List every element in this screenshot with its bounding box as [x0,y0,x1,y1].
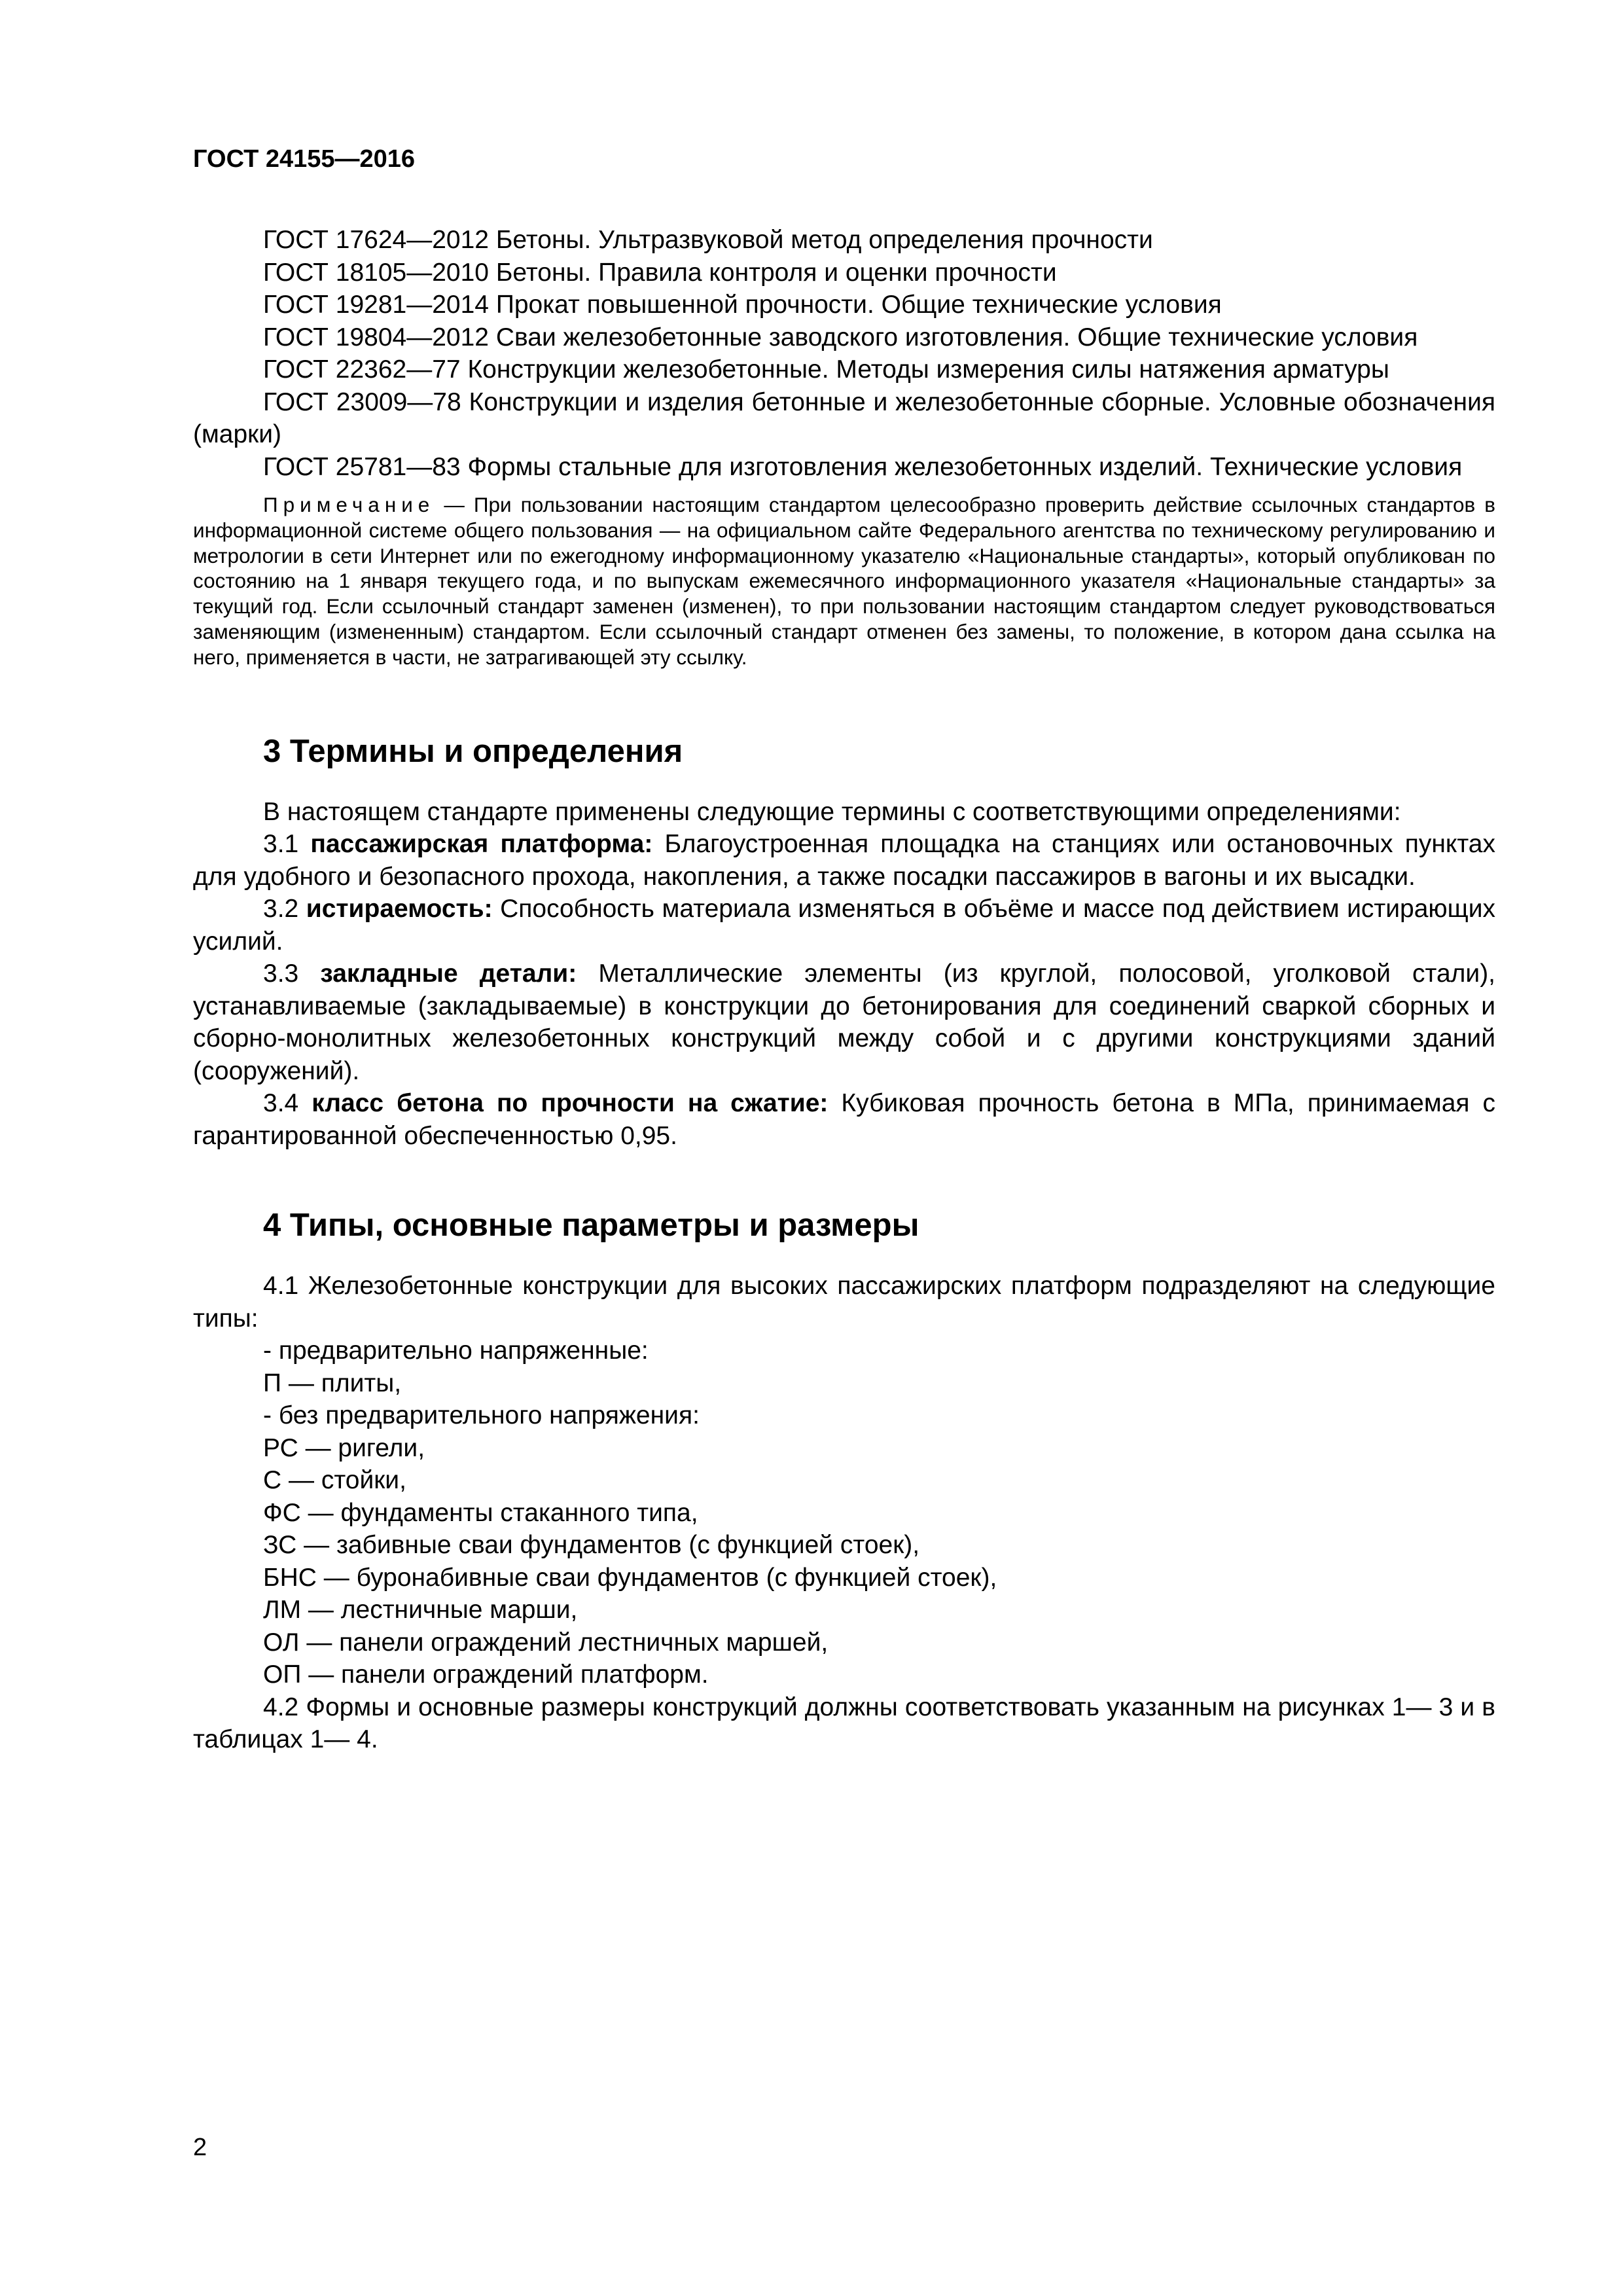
page-content [193,224,1495,1756]
note-label: Примечание [263,493,435,516]
term-name: истираемость: [306,895,493,924]
term-name: класс бетона по прочности на сжатие: [312,1089,829,1118]
type-item: БНС — буронабивные сваи фундаментов (с функцией стоек), [263,1563,997,1592]
term-number: 3.1 [263,830,299,859]
term-number: 3.4 [263,1089,299,1118]
type-item: ЗС — забивные сваи фундаментов (с функцией стоек), [263,1531,920,1560]
term-text: Благоустроенная площадка на станциях или остановочных пунктах для удобного и безопасного прохода, накопления, а также посадки пассажиров в вагоны и их высадки. [193,830,1495,891]
type-item: П — плиты, [263,1369,402,1397]
type-item: РС — ригели, [263,1433,425,1462]
section-3-heading: 3 Термины и определения [263,733,683,769]
term-number: 3.3 [263,960,299,988]
note-paragraph [193,492,1495,670]
term-number: 3.2 [263,895,299,924]
type-item: С — стойки, [263,1466,406,1495]
reference-item: ГОСТ 23009—78 Конструкции и изделия бетонные и железобетонные сборные. Условные обозначения (марки) [193,387,1495,448]
paragraph-4-1: 4.1 Железобетонные конструкции для высоких пассажирских платформ подразделяют на следующие типы: [193,1272,1495,1333]
term-text: Способность материала изменяться в объёме и массе под действием истирающих усилий. [193,895,1496,956]
reference-list [193,224,1495,483]
note-text: — При пользовании настоящим стандартом целесообразно проверить действие ссылочных стандартов в информационной системе общего пользования — на официальном сайте Федерального агентства по техническому регулированию и метрологии в сети Интернет или по ежегодному информационному указателю «Национальные стандарты», который опубликован по состоянию на 1 января текущего года, и по выпускам ежемесячного информационного указателя «Национальные стандарты» за текущий год. Если ссылочный стандарт заменен (изменен), то при пользовании настоящим стандартом следует руководствоваться заменяющим (измененным) стандартом. Если ссылочный стандарт отменен без замены, то положение, в котором дана ссылка на него, применяется в части, не затрагивающей эту ссылку. [193,493,1495,669]
type-group-label: - предварительно напряженные: [263,1336,649,1365]
section-4-heading: 4 Типы, основные параметры и размеры [263,1208,919,1244]
type-item: ЛМ — лестничные марши, [263,1596,578,1624]
reference-item: ГОСТ 22362—77 Конструкции железобетонные. Методы измерения силы натяжения арматуры [263,355,1389,384]
type-group-label: - без предварительного напряжения: [263,1401,700,1430]
section-3-intro: В настоящем стандарте применены следующие термины с соответствующими определениями: [263,797,1401,826]
section-4-body [193,1270,1495,1756]
type-item: ОЛ — панели ограждений лестничных маршей, [263,1628,829,1657]
term-definition [193,958,1495,1087]
note-block [193,492,1495,670]
reference-item: ГОСТ 18105—2010 Бетоны. Правила контроля и оценки прочности [263,258,1057,287]
section-3-body [193,796,1495,1153]
reference-item: ГОСТ 25781—83 Формы стальные для изготовления железобетонных изделий. Технические условия [263,452,1463,481]
document-header: ГОСТ 24155—2016 [193,145,416,173]
term-definition [193,1087,1495,1152]
term-text: Металлические элементы (из круглой, полосовой, уголковой стали), устанавливаемые (закладываемые) в конструкции до бетонирования для соединений сваркой сборных и сборно-монолитных железобетонных конструкций между собой и с другими конструкциями зданий (сооружений). [193,960,1496,1085]
term-text: Кубиковая прочность бетона в МПа, принимаемая с гарантированной обеспеченностью 0,95. [193,1089,1496,1150]
type-item: ФС — фундаменты стаканного типа, [263,1498,698,1527]
term-name: пассажирская платформа: [310,830,653,859]
reference-item: ГОСТ 17624—2012 Бетоны. Ультразвуковой метод определения прочности [263,226,1153,254]
type-item: ОП — панели ограждений платформ. [263,1660,709,1689]
term-definition [193,893,1495,958]
term-name: закладные детали: [320,960,577,988]
reference-item: ГОСТ 19281—2014 Прокат повышенной прочности. Общие технические условия [263,291,1222,319]
term-definition [193,828,1495,893]
paragraph-4-2: 4.2 Формы и основные размеры конструкций должны соответствовать указанным на рисунках 1— 3 и в таблицах 1— 4. [193,1693,1495,1754]
page-number: 2 [193,2134,207,2161]
reference-item: ГОСТ 19804—2012 Сваи железобетонные заводского изготовления. Общие технические условия [263,323,1418,351]
